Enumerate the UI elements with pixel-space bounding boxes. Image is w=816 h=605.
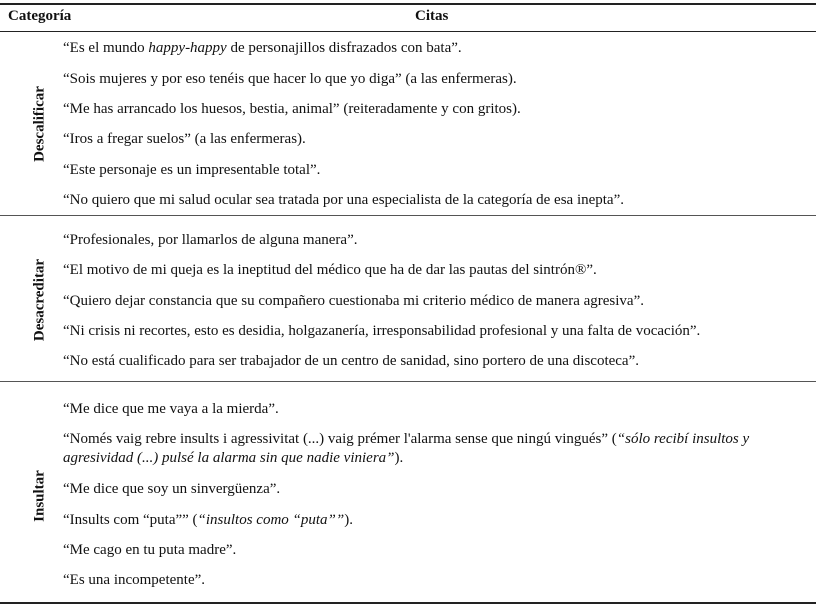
- quote-desacreditar-5: “No está cualificado para ser trabajador de un centro de sanidad, sino portero de una discoteca”.: [63, 353, 639, 369]
- quote-desacreditar-3: “Quiero dejar constancia que su compañero cuestionaba mi criterio médico de manera agresiva”.: [63, 293, 644, 309]
- quote-insultar-2: “Només vaig rebre insults i agressivitat (...) vaig prémer l'alarma sense que ningú vingués” (“sólo recibí insultos y agresividad (...) pulsé la alarma sin que nadie viniera”).: [63, 431, 750, 466]
- header-categoria: Categoría: [8, 8, 72, 24]
- category-desacreditar: Desacreditar: [31, 258, 48, 342]
- category-descalificar: Descalificar: [31, 86, 48, 162]
- table-bottom-rule: [0, 602, 816, 604]
- group-separator: [0, 381, 816, 382]
- quote-insultar-3: “Me dice que soy un sinvergüenza”.: [63, 481, 281, 497]
- quote-descalificar-5: “Este personaje es un impresentable total”.: [63, 162, 321, 178]
- quote-descalificar-4: “Iros a fregar suelos” (a las enfermeras).: [63, 131, 306, 147]
- header-rule: [0, 31, 816, 32]
- quote-descalificar-6: “No quiero que mi salud ocular sea tratada por una especialista de la categoría de esa inepta”.: [63, 192, 624, 208]
- category-insultar: Insultar: [31, 470, 48, 522]
- quote-desacreditar-1: “Profesionales, por llamarlos de alguna manera”.: [63, 232, 358, 248]
- quote-insultar-4: “Insults com “puta”” (“insultos como “puta””).: [63, 512, 353, 528]
- quote-insultar-1: “Me dice que me vaya a la mierda”.: [63, 401, 279, 417]
- group-separator: [0, 215, 816, 216]
- header-citas: Citas: [415, 8, 449, 24]
- quote-desacreditar-2: “El motivo de mi queja es la ineptitud del médico que ha de dar las pautas del sintrón®”.: [63, 262, 597, 278]
- quote-descalificar-2: “Sois mujeres y por eso tenéis que hacer lo que yo diga” (a las enfermeras).: [63, 71, 517, 87]
- quote-desacreditar-4: “Ni crisis ni recortes, esto es desidia, holgazanería, irresponsabilidad profesional y una falta de vocación”.: [63, 323, 701, 339]
- quote-descalificar-1: “Es el mundo happy-happy de personajillos disfrazados con bata”.: [63, 40, 462, 56]
- quote-descalificar-3: “Me has arrancado los huesos, bestia, animal” (reiteradamente y con gritos).: [63, 101, 521, 117]
- quote-insultar-6: “Es una incompetente”.: [63, 572, 206, 588]
- table-top-rule: [0, 3, 816, 5]
- quote-insultar-5: “Me cago en tu puta madre”.: [63, 542, 237, 558]
